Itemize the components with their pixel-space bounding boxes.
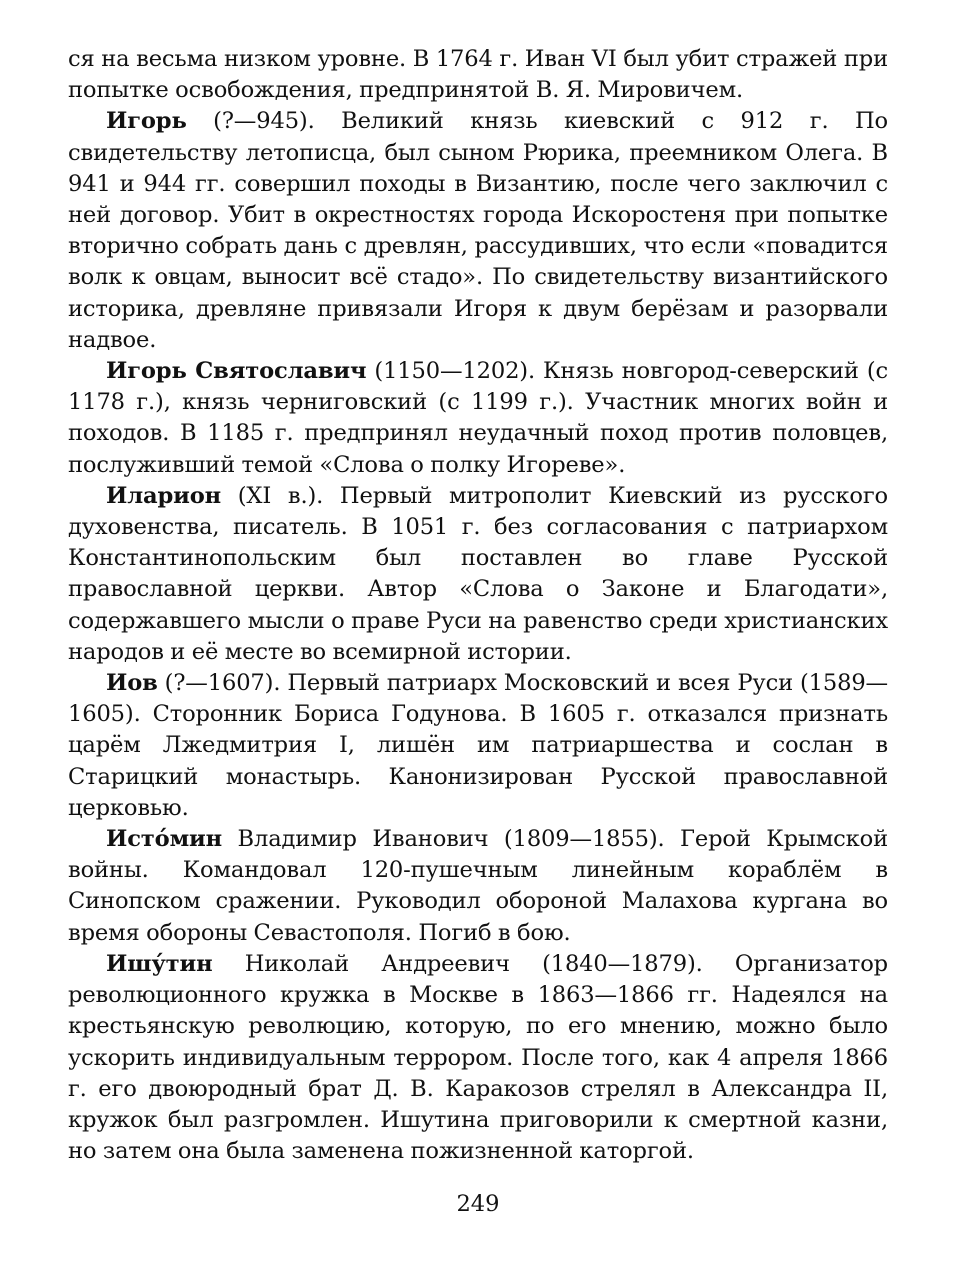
- entry-name: Игорь Святославич: [106, 358, 367, 385]
- intro-text: ся на весьма низком уровне. В 1764 г. Иван VI был убит стражей при попытке освобождения, предпринятой В. Я. Мировичем.: [68, 46, 888, 104]
- entry-text: Владимир Иванович (1809—1855). Герой Крымской войны. Командовал 120-пушечным линейным кораблём в Синопском сражении. Руководил обороной Малахова кургана во время обороны Севастополя. Погиб в бою.: [68, 826, 888, 946]
- entry-ilarion: [68, 481, 888, 668]
- entry-text: (?—1607). Первый патриарх Московский и всея Руси (1589—1605). Сторонник Бориса Годунова. В 1605 г. отказался признать царём Лжедмитрия I, лишён им патриаршества и сослан в Старицкий монастырь. Канонизирован Русской православной церковью.: [68, 670, 888, 821]
- entry-text: (XI в.). Первый митрополит Киевский из русского духовенства, писатель. В 1051 г. без согласования с патриархом Константинопольским был поставлен во главе Русской православной церкви. Автор «Слова о Законе и Благодати», содержавшего мысли о праве Руси на равенство среди христианских народов и её месте во всемирной истории.: [68, 482, 888, 665]
- entry-igor: [68, 106, 888, 356]
- entry-name: Иов: [106, 670, 158, 697]
- page-number: 249: [456, 1191, 500, 1217]
- entry-text: (1150—1202). Князь новгород-северский (с 1178 г.), князь черниговский (с 1199 г.). Участник многих войн и походов. В 1185 г. предпринял неудачный поход против половцев, послуживший темой «Слова о полку Игореве».: [68, 358, 888, 478]
- entry-text: Николай Андреевич (1840—1879). Организатор революционного кружка в Москве в 1863—1866 гг. Надеялся на крестьянскую революцию, которую, по его мнению, можно было ускорить индивидуальным террором. После того, как 4 апреля 1866 г. его двоюродный брат Д. В. Каракозов стрелял в Александра II, кружок был разгромлен. Ишутина приговорили к смертной казни, но затем она была заменена пожизненной каторгой.: [68, 950, 888, 1165]
- entry-text: (?—945). Великий князь киевский с 912 г. По свидетельству летописца, был сыном Рюрика, преемником Олега. В 941 и 944 гг. совершил походы в Византию, после чего заключил с ней договор. Убит в окрестностях города Искоростеня при попытке вторично собрать дань с древлян, рассудивших, что если «повадится волк к овцам, выносит всё стадо». По свидетельству византийского историка, древляне привязали Игоря к двум берёзам и разорвали надвое.: [68, 108, 888, 353]
- entry-name: Ишу́тин: [106, 950, 213, 977]
- entry-name: Иларион: [106, 482, 222, 509]
- entry-name: Исто́мин: [106, 826, 223, 853]
- entry-igor-svyatoslavich: [68, 356, 888, 481]
- entry-name: Игорь: [106, 108, 187, 135]
- intro-paragraph: [68, 44, 888, 106]
- entry-ishutin: [68, 949, 888, 1167]
- entry-istomin: [68, 824, 888, 949]
- page-body: [68, 44, 888, 1167]
- entry-iov: [68, 668, 888, 824]
